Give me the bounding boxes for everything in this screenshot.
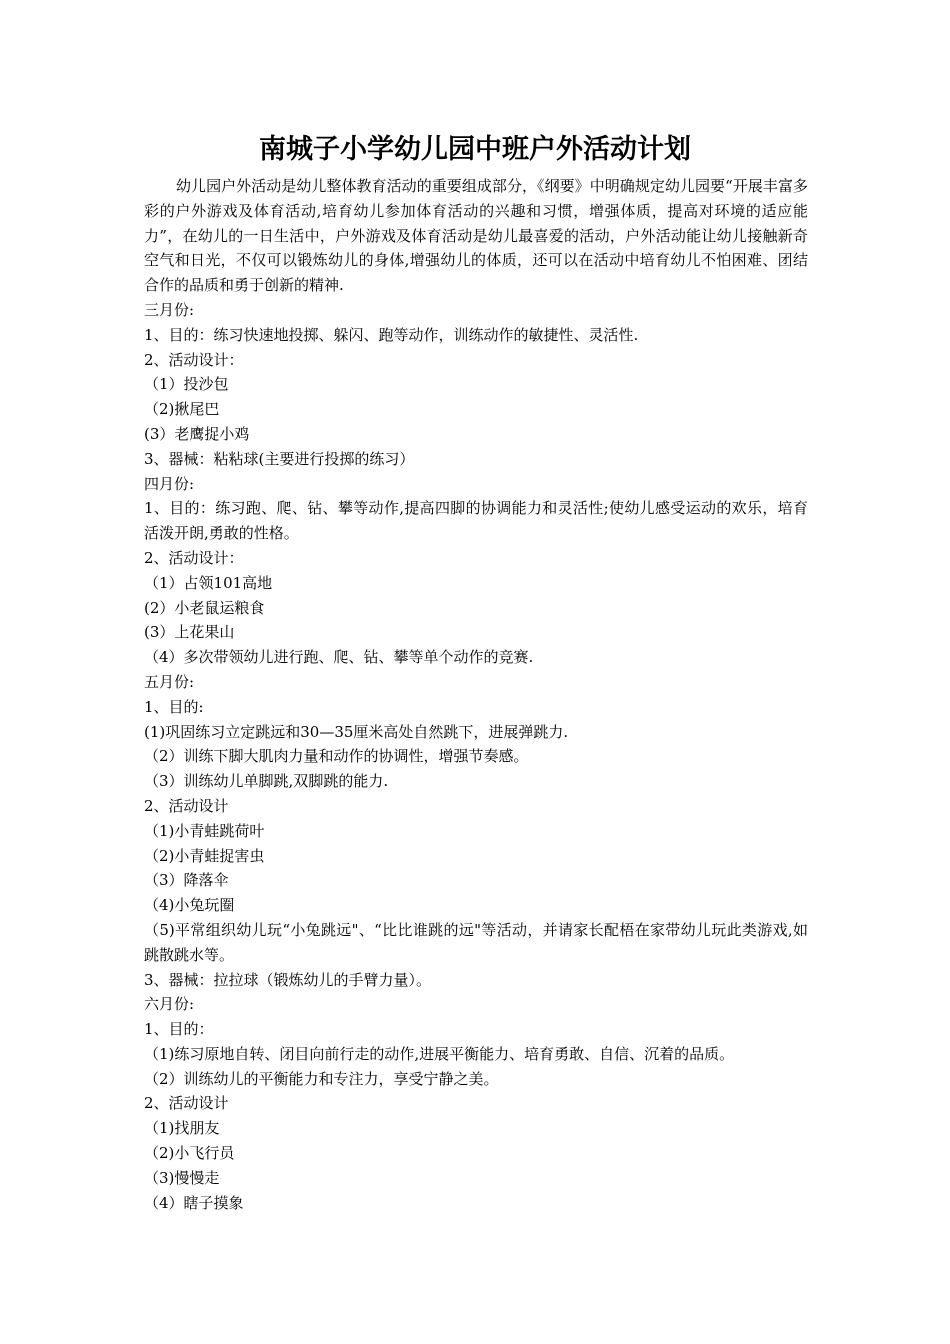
plan-line: （3）降落伞	[144, 871, 229, 890]
plan-line: 3、器械：拉拉球（锻炼幼儿的手臂力量）。	[144, 970, 432, 989]
plan-line: （3）训练幼儿单脚跳,双脚跳的能力.	[144, 772, 389, 791]
plan-line: （3)慢慢走	[144, 1168, 220, 1187]
plan-line: （1)小青蛙跳荷叶	[144, 821, 265, 840]
plan-line: （2)小青蛙捉害虫	[144, 846, 265, 865]
plan-line: (3）上花果山	[144, 623, 235, 642]
plan-line: 六月份:	[144, 995, 195, 1014]
plan-line: （2）训练幼儿的平衡能力和专注力，享受宁静之美。	[144, 1069, 499, 1088]
plan-line: 1、目的:	[144, 697, 204, 716]
plan-line: （5)平常组织幼儿玩“小兔跳远"、“比比谁跳的远"等活动，并请家长配梧在家带幼儿玩此类游戏,如跳散跳水等。	[144, 920, 808, 964]
plan-line: (1)巩固练习立定跳远和30—35厘米高处自然跳下，进展弹跳力.	[144, 722, 569, 741]
plan-line: (3）老鹰捉小鸡	[144, 424, 250, 443]
plan-line: 三月份:	[144, 300, 195, 319]
plan-line: 五月份:	[144, 672, 195, 691]
document-body	[144, 174, 808, 1215]
plan-line: （4）瞎子摸象	[144, 1193, 244, 1212]
plan-line: （1)找朋友	[144, 1119, 220, 1138]
document-title: 南城子小学幼儿园中班户外活动计划	[259, 134, 691, 165]
plan-line: （1）投沙包	[144, 375, 229, 394]
plan-line: （1)练习原地自转、闭目向前行走的动作,进展平衡能力、培育勇敢、自信、沉着的品质。	[144, 1044, 735, 1063]
plan-line: 2、活动设计	[144, 1094, 229, 1113]
plan-line: （4)小兔玩圈	[144, 896, 235, 915]
intro-paragraph: 幼儿园户外活动是幼儿整体教育活动的重要组成部分，《纲要》中明确规定幼儿园要“开展丰富多彩的户外游戏及体育活动,培育幼儿参加体育活动的兴趣和习惯，增强体质，提高对环境的适应能力”，在幼儿的一日生活中，户外游戏及体育活动是幼儿最喜爱的活动，户外活动能让幼儿接触新奇空气和日光，不仅可以锻炼幼儿的身体,增强幼儿的体质，还可以在活动中培育幼儿不怕困难、团结合作的品质和勇于创新的精神.	[144, 177, 808, 295]
plan-line: 2、活动设计：	[144, 548, 244, 567]
plan-line: 四月份:	[144, 474, 195, 493]
plan-line: （2)小飞行员	[144, 1144, 235, 1163]
plan-line: 1、目的：练习跑、爬、钻、攀等动作,提高四脚的协调能力和灵活性;使幼儿感受运动的欢乐，培育活泼开朗,勇敢的性格。	[144, 499, 808, 543]
plan-line: 2、活动设计：	[144, 350, 244, 369]
plan-line: 1、目的：	[144, 1020, 214, 1039]
plan-lines	[144, 298, 808, 1215]
plan-line: （4）多次带领幼儿进行跑、爬、钻、攀等单个动作的竞赛.	[144, 648, 534, 667]
plan-line: 1、目的：练习快速地投掷、躲闪、跑等动作，训练动作的敏捷性、灵活性.	[144, 325, 639, 344]
plan-line: （1）占领101高地	[144, 573, 273, 592]
plan-line: （2）训练下脚大肌肉力量和动作的协调性，增强节奏感。	[144, 747, 529, 766]
plan-line: 3、器械：粘粘球(主要进行投掷的练习）	[144, 449, 415, 468]
plan-line: （2)揪尾巴	[144, 400, 220, 419]
plan-line: 2、活动设计	[144, 796, 229, 815]
plan-line: (2）小老鼠运粮食	[144, 598, 265, 617]
